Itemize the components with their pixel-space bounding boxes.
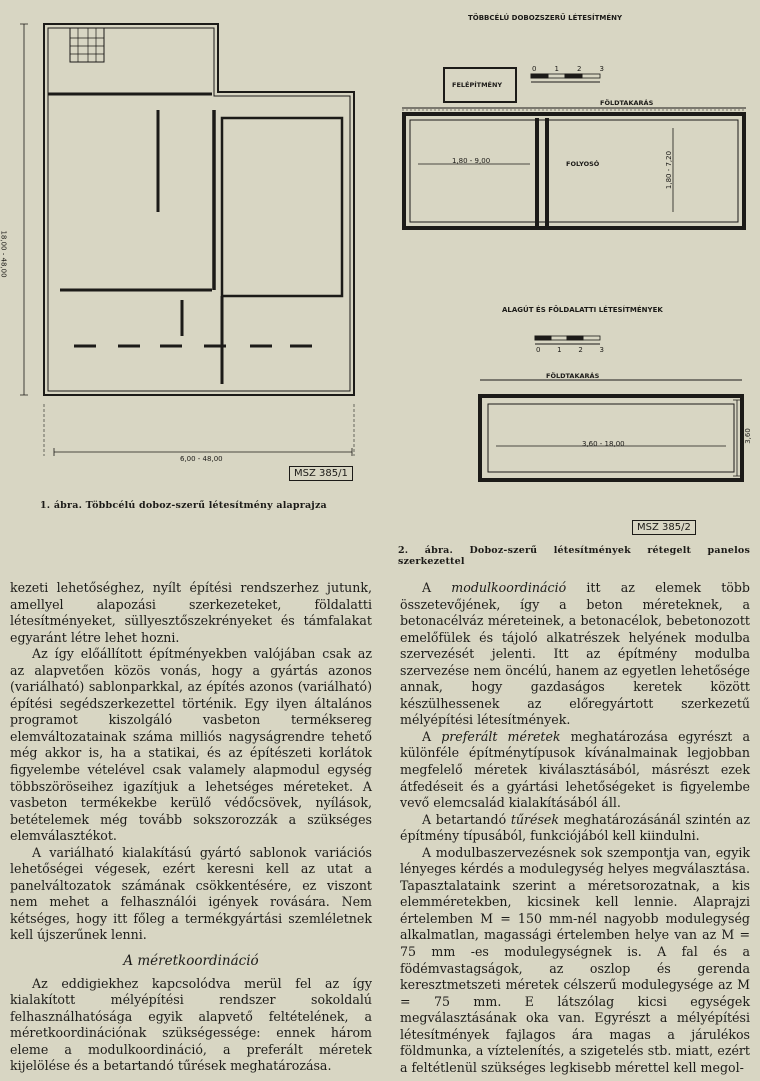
emphasis-term: preferált méretek [441, 728, 561, 744]
left-paragraph-3: A variálható kialakítású gyártó sablonok variációs lehetőségei végesek, ezért keresni kell az utat a panelváltozatok számának csökkentésére, ez viszont nem mehet a felhasználói igények rovására. Nem kétséges, hogy itt főleg a termékgyártási szemléletnek kell újszerűnek lenni. [10, 844, 372, 943]
scale-tick: 3 [599, 65, 604, 73]
emphasis-term: modulkoordináció [451, 580, 567, 595]
fig2-dim-tunnel: 3,60 - 18,00 [582, 440, 625, 448]
fig2-dim-side: 3,60 [743, 428, 752, 444]
scale-tick: 3 [599, 346, 604, 354]
fig2-label-ground: FÖLDTAKARÁS [600, 99, 654, 107]
scale-tick: 0 [536, 346, 541, 354]
fig2-dim-vertical: 1,80 - 7,20 [665, 150, 674, 190]
scale-tick: 2 [577, 65, 582, 73]
section-heading: A méretkoordináció [123, 953, 259, 970]
scale-tick: 0 [532, 65, 537, 73]
fig2-dim-left: 1,80 - 9,00 [452, 157, 491, 165]
scale-tick: 2 [578, 346, 583, 354]
fig2-label-corridor: FOLYOSÓ [566, 160, 600, 168]
fig2-label-ground2: FÖLDTAKARÁS [546, 372, 600, 380]
fig1-standard-stamp: MSZ 385/1 [289, 466, 353, 481]
right-paragraph-2: A preferált méretek meghatározása egyrészt a különféle építménytípusok kívánalmainak legjobban megfelelő méretek kiválasztásából, másrészt ezek átfedéseit és a gyártási lehetőségeket is figyelembe vevő elemcsalád kialakításából áll. [400, 728, 750, 811]
scale-tick: 1 [554, 65, 559, 73]
fig2-caption: 2. ábra. Doboz-szerű létesítmények rétegelt panelos szerkezettel [398, 545, 750, 567]
fig2-standard-stamp: MSZ 385/2 [632, 520, 696, 535]
fig2-label-building: FELÉPÍTMÉNY [452, 81, 503, 89]
scale-tick: 1 [557, 346, 562, 354]
fig2-scale-ticks-top [532, 65, 604, 73]
right-text-column [400, 580, 750, 1076]
left-text-column [10, 580, 372, 1075]
left-paragraph-2: Az így előállított építményekben valójában csak az az alapvetően közös vonás, hogy a gyártás azonos (variálható) sablonparkkal, az építés azonos (variálható) építési segédszerkezettel történik. Egy ilyen általános programot kiszolgáló vasbeton terméksereg elemváltozatainak száma milliós nagyságrendre tehető még akkor is, ha a statikai, és az építészeti korlátok figyelembe vételével csak valamely alapmodul egység többszöröseihez igazítjuk a lehetséges méreteket. A vasbeton termékekbe kerülő védőcsövek, nyílások, betételemek még tovább sokszorozzák a szükséges elemválasztékot. [10, 646, 372, 844]
fig2-title-bottom: ALAGÚT ÉS FÖLDALATTI LÉTESÍTMÉNYEK [502, 306, 663, 314]
left-paragraph-1: kezeti lehetőséghez, nyílt építési rendszerhez jutunk, amellyel alapozási szerkezeteket, földalatti létesítményeket, süllyesztőszekrényeket és támfalakat egyaránt létre lehet hozni. [10, 580, 372, 645]
right-paragraph-4: A modulbaszervezésnek sok szempontja van, egyik lényeges kérdés a modulegység helyes megválasztása. Tapasztalataink szerint a méretsorozatnak, a kis elemméretekben, kicsinek kell lennie. Alaprajzi értelemben M = 150 mm-nél nagyobb modulegység alkalmatlan, magassági értelemben helye van az M = 75 mm -es modulegységnek is. A fal és a födémvastagságok, az oszlop és gerenda keresztmetszeti méretek célszerű modulegysége az M = 75 mm. E látszólag kicsi egységek megválasztásának oka van. Egyrészt a mélyépítési létesítmények fajlagos ára magas a járulékos földmunka, a víztelenítés, a szigetelés stb. miatt, ezért a feltétlenül szükséges legkisebb mérettel kell megol- [400, 844, 750, 1075]
fig1-dim-horizontal: 6,00 - 48,00 [180, 455, 223, 463]
left-paragraph-4: Az eddigiekhez kapcsolódva merül fel az így kialakított mélyépítési rendszer sokoldalú felhasználhatósága egyik alapvető feltételének, a méretkoordinációnak szükségessége: ennek három eleme a modulkoordináció, a preferált méretek kijelölése és a betartandó tűrések meghatározása. [10, 975, 372, 1074]
fig1-dim-vertical: 18,00 - 48,00 [0, 230, 8, 278]
fig1-caption: 1. ábra. Többcélú doboz-szerű létesítmény alaprajza [40, 500, 327, 511]
fig2-title-top: TÖBBCÉLÚ DOBOZSZERŰ LÉTESÍTMÉNY [468, 14, 623, 22]
fig2-scale-ticks-bottom [536, 346, 604, 354]
right-paragraph-1: A modulkoordináció itt az elemek több összetevőjének, így a beton méreteknek, a betonacélváz méreteinek, a betonacélok, bebetonozott emelőfülek és tájoló alkatrészek helyének modulba szervezését jelenti. Itt az építmény modulba szervezése nem öncélú, hanem az egyetlen lehetősége annak, hogy gazdaságos keretek között készülhessenek az előregyártott szerkezetű mélyépítési létesítmények. [400, 580, 750, 728]
emphasis-term: tűrések [510, 811, 560, 827]
right-paragraph-3: A betartandó tűrések meghatározásánál szintén az építmény típusából, funkciójából kell kiindulni. [400, 811, 750, 844]
